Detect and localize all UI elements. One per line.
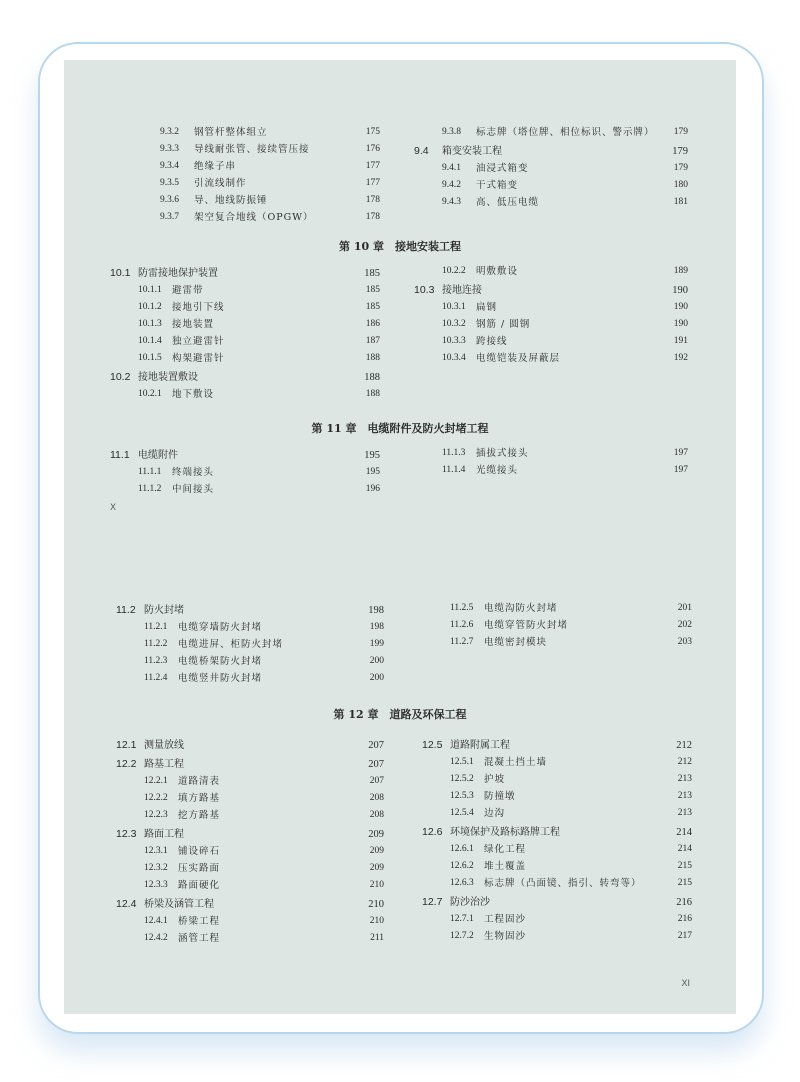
toc-entry-title: 地下敷设 <box>172 389 215 400</box>
toc-entry-number: 9.4 <box>414 145 429 157</box>
toc-entry-page: 215 <box>677 861 692 871</box>
toc-entry-number: 11.2.7 <box>450 637 474 647</box>
toc-entry-number: 9.4.1 <box>442 163 461 173</box>
toc-entry-number: 12.3 <box>116 828 137 840</box>
toc-entry-page: 209 <box>369 846 384 856</box>
toc-subsection-entry <box>132 192 380 209</box>
toc-subsection-entry <box>110 299 380 316</box>
toc-entry-title: 防火封堵 <box>144 605 184 616</box>
toc-entry-number: 10.2 <box>110 371 131 383</box>
toc-subsection-entry <box>422 634 692 651</box>
toc-entry-number: 11.2.4 <box>144 673 168 683</box>
toc-page-xi <box>64 538 736 1014</box>
toc-entry-number: 9.3.2 <box>160 127 179 137</box>
toc-entry-page: 213 <box>677 774 692 784</box>
toc-entry-page: 190 <box>673 319 688 329</box>
toc-entry-number: 9.4.3 <box>442 197 461 207</box>
toc-entry-page: 208 <box>369 793 384 803</box>
toc-entry-number: 10.1.2 <box>138 302 162 312</box>
toc-entry-title: 护坡 <box>484 774 506 785</box>
toc-entry-title: 光缆接头 <box>476 465 519 476</box>
toc-entry-number: 10.1.5 <box>138 353 162 363</box>
toc-entry-page: 185 <box>364 268 380 279</box>
toc-entry-number: 12.5 <box>422 739 443 751</box>
toc-entry-title: 涵管工程 <box>178 933 221 944</box>
toc-entry-title: 箱变安装工程 <box>442 146 502 157</box>
toc-subsection-entry <box>422 875 692 892</box>
toc-section-entry <box>116 896 384 913</box>
toc-entry-page: 215 <box>677 878 692 888</box>
toc-entry-number: 12.1 <box>116 739 137 751</box>
toc-entry-number: 11.1.4 <box>442 465 466 475</box>
toc-entry-title: 环境保护及路标路牌工程 <box>450 827 560 838</box>
toc-subsection-entry <box>116 807 384 824</box>
toc-entry-title: 路基工程 <box>144 759 184 770</box>
toc-entry-number: 11.2.1 <box>144 622 168 632</box>
toc-subsection-entry <box>110 282 380 299</box>
toc-entry-number: 11.2 <box>116 604 136 616</box>
toc-entry-title: 挖方路基 <box>178 810 221 821</box>
toc-subsection-entry <box>132 141 380 158</box>
toc-column-right <box>414 263 688 367</box>
toc-subsection-entry <box>132 175 380 192</box>
toc-entry-title: 压实路面 <box>178 863 221 874</box>
toc-entry-number: 10.2.2 <box>442 266 466 276</box>
toc-entry-number: 12.6.3 <box>450 878 474 888</box>
toc-entry-title: 导线耐张管、接续管压接 <box>194 144 310 155</box>
toc-entry-page: 179 <box>673 127 688 137</box>
toc-entry-page: 192 <box>673 353 688 363</box>
toc-column-left <box>116 600 384 687</box>
toc-entry-number: 9.3.5 <box>160 178 179 188</box>
toc-entry-title: 防沙治沙 <box>450 897 490 908</box>
toc-entry-title: 测量放线 <box>144 740 184 751</box>
toc-entry-page: 177 <box>365 161 380 171</box>
toc-subsection-entry <box>116 877 384 894</box>
toc-entry-number: 12.4 <box>116 898 137 910</box>
toc-entry-number: 12.2.2 <box>144 793 168 803</box>
toc-entry-number: 12.5.4 <box>450 808 474 818</box>
toc-entry-page: 188 <box>365 389 380 399</box>
toc-entry-number: 10.3.3 <box>442 336 466 346</box>
toc-entry-title: 生物固沙 <box>484 931 527 942</box>
toc-entry-number: 11.2.2 <box>144 639 168 649</box>
toc-entry-number: 10.3 <box>414 284 435 296</box>
toc-subsection-entry <box>414 160 688 177</box>
toc-entry-page: 190 <box>672 285 688 296</box>
toc-entry-title: 绿化工程 <box>484 844 527 855</box>
toc-entry-title: 电缆沟防火封堵 <box>484 603 558 614</box>
toc-entry-page: 207 <box>369 776 384 786</box>
toc-entry-page: 198 <box>369 622 384 632</box>
toc-entry-number: 11.2.3 <box>144 656 168 666</box>
toc-entry-number: 11.1.2 <box>138 484 162 494</box>
toc-column-right <box>414 124 688 211</box>
toc-entry-page: 212 <box>676 740 692 751</box>
toc-entry-number: 12.3.1 <box>144 846 168 856</box>
toc-entry-title: 干式箱变 <box>476 180 519 191</box>
toc-entry-page: 188 <box>365 353 380 363</box>
toc-entry-page: 216 <box>677 914 692 924</box>
toc-entry-title: 电缆密封模块 <box>484 637 548 648</box>
toc-entry-title: 导、地线防振锤 <box>194 195 268 206</box>
toc-entry-title: 标志牌（凸面镜、指引、转弯等） <box>484 878 642 889</box>
toc-section-entry <box>422 824 692 841</box>
toc-entry-title: 电缆桥架防火封堵 <box>178 656 263 667</box>
toc-entry-page: 202 <box>677 620 692 630</box>
toc-subsection-entry <box>116 619 384 636</box>
toc-entry-page: 187 <box>365 336 380 346</box>
toc-entry-title: 中间接头 <box>172 484 215 495</box>
toc-entry-page: 210 <box>368 899 384 910</box>
toc-entry-page: 208 <box>369 810 384 820</box>
toc-entry-number: 11.1.1 <box>138 467 162 477</box>
toc-subsection-entry <box>422 617 692 634</box>
toc-entry-title: 电缆铠装及屏蔽层 <box>476 353 561 364</box>
chapter-11-title: 第 11 章 电缆附件及防火封堵工程 <box>311 422 489 435</box>
toc-entry-number: 12.5.1 <box>450 757 474 767</box>
toc-entry-title: 终端接头 <box>172 467 215 478</box>
toc-section-entry <box>414 143 688 160</box>
toc-entry-page: 201 <box>677 603 692 613</box>
toc-entry-page: 197 <box>673 448 688 458</box>
toc-subsection-entry <box>414 124 688 141</box>
toc-entry-title: 边沟 <box>484 808 506 819</box>
toc-subsection-entry <box>414 350 688 367</box>
toc-entry-title: 填方路基 <box>178 793 221 804</box>
toc-subsection-entry <box>132 158 380 175</box>
toc-entry-page: 210 <box>369 880 384 890</box>
toc-entry-number: 9.3.3 <box>160 144 179 154</box>
toc-entry-page: 200 <box>369 656 384 666</box>
toc-entry-title: 架空复合地线（OPGW） <box>194 212 314 223</box>
toc-entry-page: 195 <box>365 467 380 477</box>
toc-subsection-entry <box>422 805 692 822</box>
toc-entry-title: 防雷接地保护装置 <box>138 268 218 279</box>
toc-entry-page: 216 <box>676 897 692 908</box>
toc-entry-title: 油浸式箱变 <box>476 163 529 174</box>
toc-entry-title: 扁钢 <box>476 302 498 313</box>
toc-entry-title: 道路清表 <box>178 776 221 787</box>
toc-entry-number: 12.4.2 <box>144 933 168 943</box>
toc-subsection-entry <box>110 481 380 498</box>
toc-subsection-entry <box>422 754 692 771</box>
toc-subsection-entry <box>110 386 380 403</box>
toc-subsection-entry <box>414 299 688 316</box>
chapter-12-title: 第 12 章 道路及环保工程 <box>333 708 467 721</box>
toc-entry-title: 混凝土挡土墙 <box>484 757 548 768</box>
toc-entry-page: 180 <box>673 180 688 190</box>
toc-entry-title: 钢管杆整体组立 <box>194 127 268 138</box>
toc-entry-page: 189 <box>673 266 688 276</box>
toc-entry-number: 11.1 <box>110 449 130 461</box>
toc-entry-title: 避雷带 <box>172 285 204 296</box>
toc-entry-title: 铺设碎石 <box>178 846 221 857</box>
toc-subsection-entry <box>116 773 384 790</box>
toc-entry-page: 176 <box>365 144 380 154</box>
toc-column-left <box>132 124 380 226</box>
toc-entry-title: 工程固沙 <box>484 914 527 925</box>
toc-entry-page: 178 <box>365 212 380 222</box>
toc-entry-number: 11.2.6 <box>450 620 474 630</box>
toc-entry-title: 道路附属工程 <box>450 740 510 751</box>
toc-column-left <box>116 735 384 947</box>
toc-entry-page: 177 <box>365 178 380 188</box>
toc-subsection-entry <box>116 670 384 687</box>
toc-entry-page: 213 <box>677 808 692 818</box>
toc-entry-title: 高、低压电缆 <box>476 197 540 208</box>
toc-entry-page: 195 <box>364 450 380 461</box>
toc-entry-title: 电缆竖井防火封堵 <box>178 673 263 684</box>
toc-entry-page: 190 <box>673 302 688 312</box>
toc-entry-number: 10.3.4 <box>442 353 466 363</box>
toc-subsection-entry <box>132 209 380 226</box>
page-number: X <box>110 502 117 512</box>
toc-subsection-entry <box>414 316 688 333</box>
toc-entry-page: 212 <box>677 757 692 767</box>
toc-section-entry <box>110 265 380 282</box>
toc-column-right <box>422 600 692 651</box>
toc-entry-number: 11.2.5 <box>450 603 474 613</box>
toc-subsection-entry <box>116 913 384 930</box>
toc-entry-number: 12.7.2 <box>450 931 474 941</box>
toc-entry-number: 10.3.2 <box>442 319 466 329</box>
toc-entry-number: 12.6 <box>422 826 443 838</box>
toc-column-left <box>110 445 380 498</box>
toc-subsection-entry <box>116 843 384 860</box>
toc-entry-title: 路面硬化 <box>178 880 221 891</box>
toc-entry-number: 10.3.1 <box>442 302 466 312</box>
toc-subsection-entry <box>110 464 380 481</box>
toc-entry-title: 电缆穿管防火封堵 <box>484 620 569 631</box>
toc-subsection-entry <box>110 333 380 350</box>
toc-entry-page: 178 <box>365 195 380 205</box>
toc-entry-number: 10.1.3 <box>138 319 162 329</box>
toc-entry-title: 电缆进屏、柜防火封堵 <box>178 639 284 650</box>
toc-section-entry <box>422 894 692 911</box>
toc-entry-title: 电缆穿墙防火封堵 <box>178 622 263 633</box>
toc-entry-page: 210 <box>369 916 384 926</box>
toc-section-entry <box>116 602 384 619</box>
toc-entry-page: 181 <box>673 197 688 207</box>
toc-subsection-entry <box>422 858 692 875</box>
toc-subsection-entry <box>116 860 384 877</box>
toc-subsection-entry <box>132 124 380 141</box>
toc-subsection-entry <box>116 930 384 947</box>
toc-entry-title: 构架避雷针 <box>172 353 225 364</box>
toc-entry-page: 209 <box>369 863 384 873</box>
toc-subsection-entry <box>414 194 688 211</box>
toc-entry-number: 12.2.3 <box>144 810 168 820</box>
toc-subsection-entry <box>414 177 688 194</box>
toc-subsection-entry <box>422 771 692 788</box>
toc-entry-title: 独立避雷针 <box>172 336 225 347</box>
toc-entry-number: 10.1.4 <box>138 336 162 346</box>
toc-subsection-entry <box>422 911 692 928</box>
page-number: XI <box>681 978 690 988</box>
toc-entry-page: 203 <box>677 637 692 647</box>
toc-subsection-entry <box>422 788 692 805</box>
toc-entry-page: 209 <box>368 829 384 840</box>
toc-entry-page: 213 <box>677 791 692 801</box>
toc-entry-title: 桥梁及涵管工程 <box>144 899 214 910</box>
toc-entry-number: 9.3.4 <box>160 161 179 171</box>
toc-subsection-entry <box>414 263 688 280</box>
toc-entry-title: 路面工程 <box>144 829 184 840</box>
toc-subsection-entry <box>422 600 692 617</box>
toc-entry-page: 217 <box>677 931 692 941</box>
toc-entry-number: 9.3.7 <box>160 212 179 222</box>
toc-entry-title: 跨接线 <box>476 336 508 347</box>
toc-entry-number: 9.4.2 <box>442 180 461 190</box>
toc-entry-page: 211 <box>370 933 384 943</box>
toc-entry-number: 12.3.3 <box>144 880 168 890</box>
toc-entry-number: 12.5.2 <box>450 774 474 784</box>
toc-subsection-entry <box>116 790 384 807</box>
toc-entry-title: 钢筋 / 圆钢 <box>476 319 531 330</box>
toc-section-entry <box>110 369 380 386</box>
toc-entry-page: 191 <box>673 336 688 346</box>
toc-entry-title: 堆土覆盖 <box>484 861 527 872</box>
toc-entry-number: 10.2.1 <box>138 389 162 399</box>
toc-entry-number: 12.6.2 <box>450 861 474 871</box>
toc-subsection-entry <box>110 316 380 333</box>
toc-entry-title: 电缆附件 <box>138 450 178 461</box>
toc-entry-number: 10.1 <box>110 267 131 279</box>
toc-entry-title: 接地装置敷设 <box>138 372 198 383</box>
toc-entry-number: 9.3.8 <box>442 127 461 137</box>
toc-subsection-entry <box>116 653 384 670</box>
toc-entry-page: 214 <box>677 844 692 854</box>
toc-entry-page: 185 <box>365 302 380 312</box>
toc-section-entry <box>414 282 688 299</box>
toc-entry-title: 明敷敷设 <box>476 266 519 277</box>
toc-entry-title: 绝缘子串 <box>194 161 237 172</box>
toc-entry-number: 12.5.3 <box>450 791 474 801</box>
toc-section-entry <box>110 447 380 464</box>
toc-column-right <box>422 735 692 945</box>
toc-entry-page: 196 <box>365 484 380 494</box>
toc-entry-title: 引流线制作 <box>194 178 247 189</box>
toc-page-x <box>64 60 736 538</box>
toc-entry-number: 10.1.1 <box>138 285 162 295</box>
toc-entry-number: 11.1.3 <box>442 448 466 458</box>
toc-entry-number: 9.3.6 <box>160 195 179 205</box>
toc-entry-number: 12.6.1 <box>450 844 474 854</box>
toc-entry-title: 桥梁工程 <box>178 916 221 927</box>
toc-entry-number: 12.7 <box>422 896 443 908</box>
toc-section-entry <box>116 826 384 843</box>
toc-column-right <box>414 445 688 479</box>
toc-entry-page: 207 <box>368 740 384 751</box>
toc-entry-title: 标志牌（塔位牌、相位标识、警示牌） <box>476 127 655 138</box>
chapter-10-title: 第 10 章 接地安装工程 <box>339 240 461 253</box>
toc-section-entry <box>116 756 384 773</box>
toc-entry-page: 186 <box>365 319 380 329</box>
toc-entry-number: 12.4.1 <box>144 916 168 926</box>
toc-entry-page: 197 <box>673 465 688 475</box>
toc-column-left <box>110 263 380 403</box>
toc-section-entry <box>116 737 384 754</box>
toc-entry-title: 接地连接 <box>442 285 482 296</box>
toc-subsection-entry <box>422 841 692 858</box>
toc-entry-page: 179 <box>673 163 688 173</box>
toc-entry-page: 179 <box>672 146 688 157</box>
toc-section-entry <box>422 737 692 754</box>
toc-entry-page: 207 <box>368 759 384 770</box>
toc-entry-page: 214 <box>676 827 692 838</box>
toc-entry-page: 198 <box>368 605 384 616</box>
toc-subsection-entry <box>110 350 380 367</box>
toc-entry-number: 12.2.1 <box>144 776 168 786</box>
toc-subsection-entry <box>414 333 688 350</box>
toc-entry-number: 12.3.2 <box>144 863 168 873</box>
toc-entry-page: 175 <box>365 127 380 137</box>
toc-entry-title: 接地装置 <box>172 319 215 330</box>
toc-entry-page: 200 <box>369 673 384 683</box>
toc-entry-page: 185 <box>365 285 380 295</box>
toc-subsection-entry <box>414 462 688 479</box>
toc-subsection-entry <box>116 636 384 653</box>
toc-entry-title: 接地引下线 <box>172 302 225 313</box>
toc-subsection-entry <box>422 928 692 945</box>
toc-entry-title: 插拔式接头 <box>476 448 529 459</box>
toc-subsection-entry <box>414 445 688 462</box>
toc-entry-page: 199 <box>369 639 384 649</box>
toc-entry-title: 防撞墩 <box>484 791 516 802</box>
toc-entry-page: 188 <box>364 372 380 383</box>
toc-entry-number: 12.7.1 <box>450 914 474 924</box>
toc-entry-number: 12.2 <box>116 758 137 770</box>
